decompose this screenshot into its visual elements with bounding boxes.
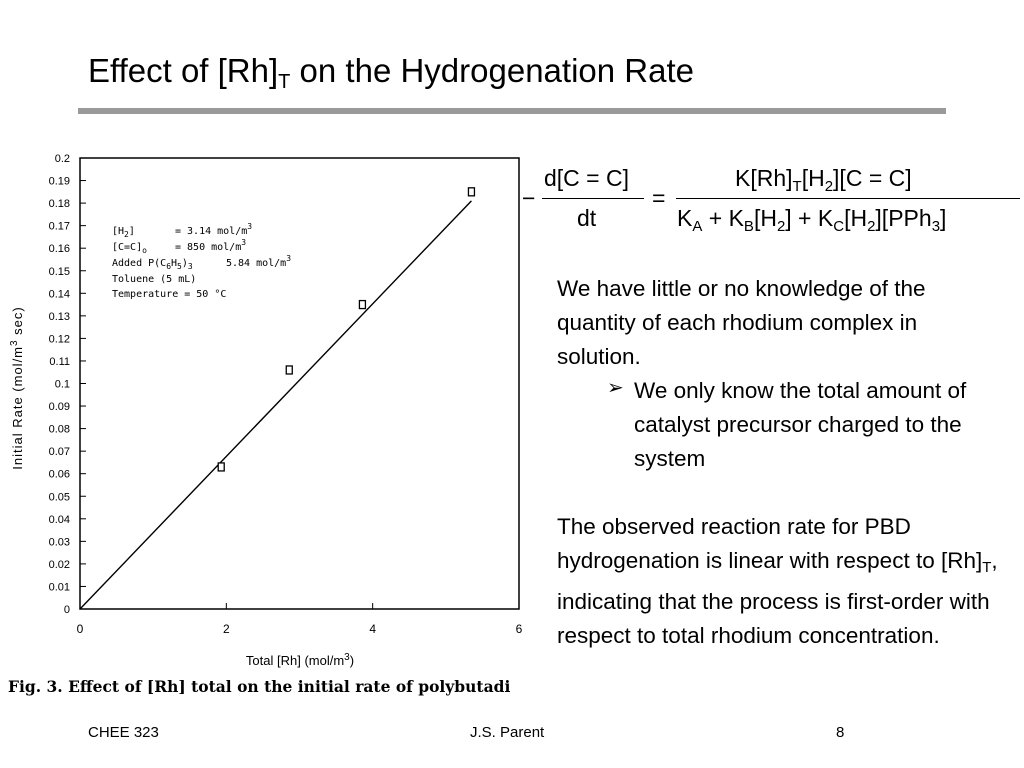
x-tick-label: 4 — [369, 622, 377, 636]
y-tick-label: 0.07 — [48, 446, 70, 459]
y-tick-label: 0.14 — [48, 288, 70, 301]
annotation-h2: $[H_2]$ — [112, 226, 135, 239]
annotation-cc-value: = 850 mol/$m^3$ — [175, 238, 247, 253]
eq-rhs-numerator: $K[Rh]_T[H_2][C = C]$ — [735, 165, 912, 195]
x-tick-label: 6 — [515, 622, 523, 636]
y-tick-label: 0.17 — [48, 220, 70, 233]
bullet-total-amount: We only know the total amount of catalyst precursor charged to the system — [634, 378, 967, 471]
x-axis-ticks — [77, 603, 523, 636]
data-point — [359, 301, 365, 309]
x-axis-label: Total [Rh] $(mol/m^3)$ — [245, 652, 355, 668]
y-tick-label: 0.12 — [48, 333, 70, 346]
y-tick-label: 0 — [63, 604, 70, 616]
footer-course: CHEE 323 — [88, 724, 159, 741]
footer-page-number: 8 — [836, 724, 845, 741]
y-tick-label: 0.09 — [48, 401, 70, 414]
x-tick-label: 0 — [76, 622, 84, 636]
eq-equals: = — [652, 185, 666, 211]
title-subscript: T — [278, 71, 291, 93]
y-tick-label: 0.19 — [48, 175, 70, 188]
figure-caption: Fig. 3. Effect of [Rh] total on the initial rate of polybutadi — [8, 677, 511, 696]
y-tick-label: 0.2 — [54, 153, 70, 165]
y-tick-label: 0.02 — [48, 558, 70, 571]
eq-rhs-fraction-bar — [676, 198, 1020, 199]
annotation-pph3-value: 5.84 mol/$m^3$ — [226, 254, 292, 269]
title-rest-text: on the Hydrogenation Rate — [290, 52, 694, 89]
y-tick-label: 0.03 — [48, 536, 70, 549]
y-axis-label: Initial Rate ($mol/m^3$ sec) — [9, 306, 25, 470]
data-points — [218, 188, 474, 471]
eq-minus: − — [522, 185, 536, 211]
annotation-h2-value: = 3.14 mol/$m^3$ — [175, 222, 253, 237]
y-tick-label: 0.13 — [48, 310, 70, 323]
eq-rhs-denominator: $K_A + K_B[H_2] + K_C[H_2][PPh_3]$ — [677, 205, 947, 235]
rate-chart — [0, 140, 540, 680]
y-tick-label: 0.04 — [48, 513, 70, 526]
title-main-text: Effect of [Rh] — [88, 52, 279, 89]
footer-author: J.S. Parent — [470, 724, 545, 741]
data-point — [286, 366, 292, 374]
data-point — [468, 188, 474, 196]
y-tick-label: 0.11 — [49, 355, 70, 368]
annotation-pph3: Added $P(C_6H_5)_3$ — [112, 258, 193, 271]
data-point — [218, 463, 224, 471]
annotation-temperature: Temperature = 50 °C — [112, 289, 227, 300]
title-divider — [78, 108, 946, 114]
y-tick-label: 0.08 — [48, 423, 70, 436]
y-tick-label: 0.1 — [54, 378, 70, 391]
paragraph-observed-rate: The observed reaction rate for PBD hydrogenation is linear with respect to $[Rh]_T$, indicating that the process is first-order with respect to total rhodium concentration. — [557, 514, 998, 648]
conditions-annotation — [112, 222, 291, 300]
y-tick-label: 0.18 — [48, 198, 70, 211]
x-tick-label: 2 — [222, 622, 230, 636]
eq-lhs-numerator: d[C = C] — [544, 165, 630, 191]
eq-lhs-fraction-bar — [542, 198, 644, 199]
annotation-toluene: Toluene (5 mL) — [112, 274, 197, 285]
arrow-bullet-icon: ➢ — [607, 377, 624, 399]
paragraph-knowledge: We have little or no knowledge of the quantity of each rhodium complex in solution. — [557, 276, 926, 369]
plot-frame — [80, 158, 519, 609]
y-tick-label: 0.05 — [48, 491, 70, 504]
slide-title — [88, 52, 694, 94]
y-tick-label: 0.06 — [48, 468, 70, 481]
y-tick-label: 0.16 — [48, 243, 70, 256]
y-tick-label: 0.01 — [48, 581, 70, 594]
eq-lhs-denominator: dt — [577, 205, 597, 231]
annotation-cc: $[C=C]_o$ — [112, 242, 147, 255]
y-tick-label: 0.15 — [48, 265, 70, 278]
